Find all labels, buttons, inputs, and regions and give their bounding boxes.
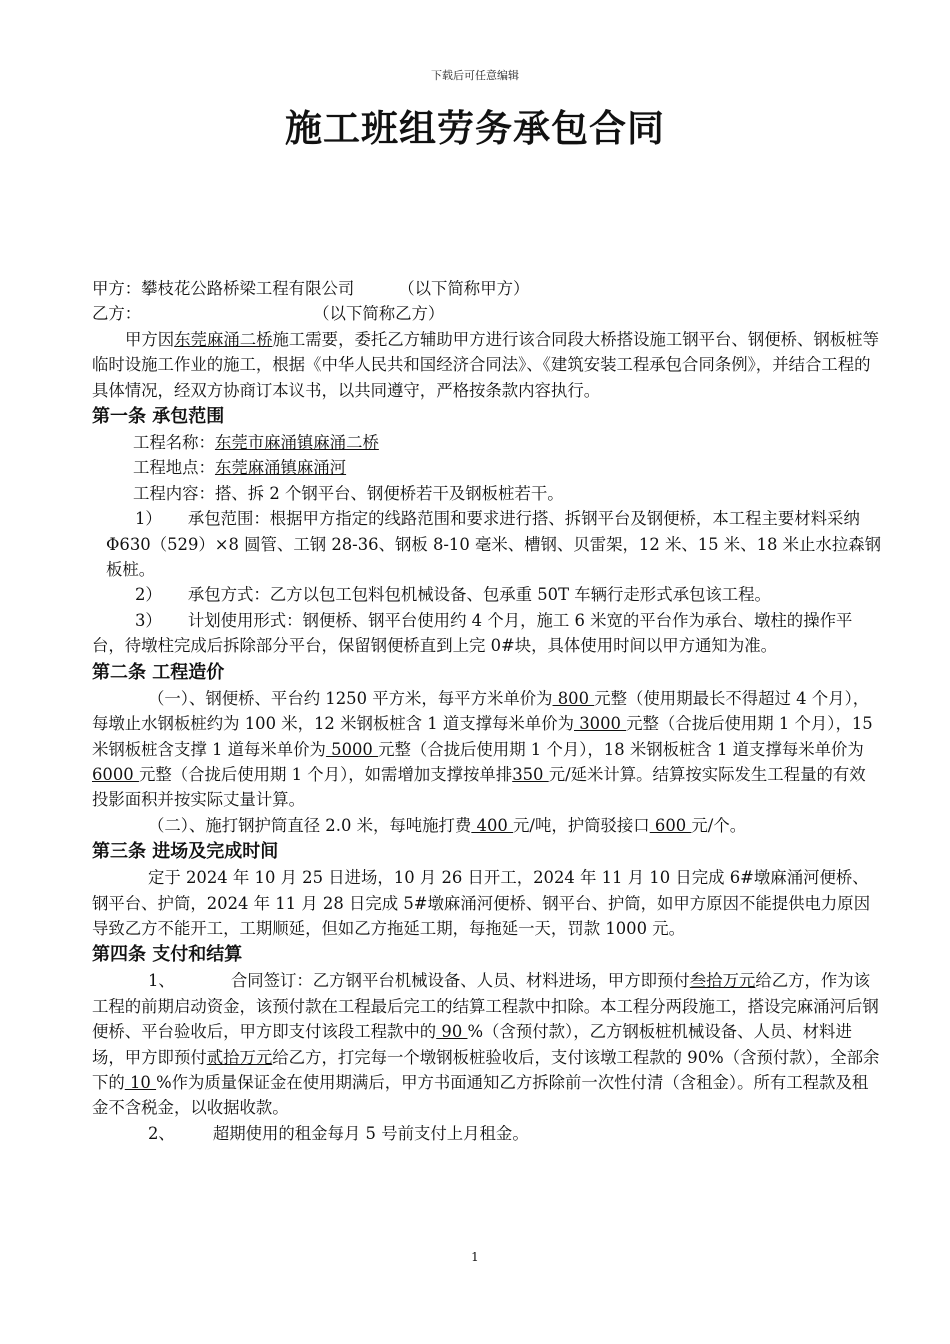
payment-item-1: [92, 968, 882, 1120]
prepayment-amount-2: 贰拾万元: [206, 1047, 273, 1067]
party-a-label: 甲方：: [92, 279, 142, 298]
pricing-paragraph-2: [92, 813, 882, 838]
schedule-paragraph: 定于 2024 年 10 月 25 日进场，10 月 26 日开工，2024 年 11 月 10 日完成 6#墩麻涌河便桥、钢平台、护筒，2024 年 11 月 28 日完成 5#墩麻涌河便桥、钢平台、护筒，如甲方原因不能提供电力原因导致乙方不能开工，工期顺延，但如乙方拖延工期，每拖延一天，罚款 1000 元。: [92, 868, 871, 938]
project-name: 东莞麻涌二桥: [174, 329, 273, 349]
pricing-casing-text-2: 元/吨，护筒驳接口: [513, 815, 650, 835]
payment-text-3: %（含预付款），乙方钢板桩机械设备、人员、材料进场，甲方即预付: [92, 1022, 852, 1067]
price-15m-pile: 5000: [325, 739, 379, 759]
payment-text-2: 给乙方，作为该工程的前期启动资金，该预付款在工程最后完工的结算工程款中扣除。本工程分两段施工，搭设完麻涌河后钢便桥、平台验收后，甲方即支付该段工程款中的: [92, 971, 879, 1042]
scope-item-1: [92, 506, 882, 582]
price-casing-joint: 600: [649, 815, 692, 835]
scope-item-3: [92, 608, 882, 659]
price-12m-pile: 3000: [574, 714, 627, 734]
project-name-value: 东莞市麻涌镇麻涌二桥: [214, 433, 379, 453]
price-platform: 800: [552, 688, 595, 708]
project-location-value: 东莞麻涌镇麻涌河: [214, 458, 347, 478]
section-3-heading: 第三条 进场及完成时间: [92, 841, 279, 863]
project-location-line: [92, 455, 882, 480]
price-casing-per-ton: 400: [471, 815, 514, 835]
party-a-short: （以下简称甲方）: [398, 279, 530, 298]
payment-text-4: 给乙方，打完每一个墩钢板桩验收后，支付该墩工程款的 90%（含预付款），全部余下的: [92, 1047, 880, 1092]
scope-item-3-text: 计划使用形式：钢便桥、钢平台使用约 4 个月，施工 6 米宽的平台作为承台、墩柱的操作平台，待墩柱完成后拆除部分平台，保留钢便桥直到上完 0#块，具体使用时间以甲方通知为准。: [92, 610, 853, 656]
payment-text-1: 合同签订：乙方钢平台机械设备、人员、材料进场，甲方即预付: [230, 971, 690, 991]
scope-item-2: [92, 582, 882, 607]
pricing-text-3: 元整（合拢后使用期 1 个月），15 米钢板桩含支撑 1 道每米单价为: [92, 714, 873, 759]
party-a-name: 攀枝花公路桥梁工程有限公司: [141, 279, 355, 298]
intro-text-2: 施工需要，委托乙方辅助甲方进行该合同段大桥搭设施工钢平台、钢便桥、钢板桩等临时设施工作业的施工，根据《中华人民共和国经济合同法》、《建筑安装工程承包合同条例》，并结合工程的具体情况，经双方协商订本议书，以共同遵守，严格按条款内容执行。: [92, 329, 879, 400]
scope-item-1-num: 1）: [135, 509, 162, 529]
intro-text-1: 甲方因: [125, 329, 175, 349]
section-1-heading: 第一条 承包范围: [92, 406, 225, 428]
pricing-text-5: 元整（合拢后使用期 1 个月），如需增加支撑按单排: [138, 764, 513, 784]
project-name-label: 工程名称：: [133, 433, 215, 453]
party-b-short: （以下简称乙方）: [313, 304, 445, 324]
pricing-casing-text-3: 元/个。: [691, 815, 747, 835]
scope-item-3-num: 3）: [135, 610, 162, 630]
pricing-text-2: 元整（使用期最长不得超过 4 个月），每墩止水钢板桩约为 100 米，12 米钢板桩含 1 道支撑每米单价为: [92, 688, 870, 734]
pricing-text-4: 元整（合拢后使用期 1 个月），18 米钢板桩含 1 道支撑每米单价为: [378, 739, 864, 759]
intro-paragraph: [92, 327, 882, 403]
document-title: 施工班组劳务承包合同: [285, 107, 665, 150]
scope-item-1-text: 承包范围：根据甲方指定的线路范围和要求进行搭、拆钢平台及钢便桥，本工程主要材料采纳 Φ630（529）×8 圆管、工钢 28-36、钢板 8-10 毫米、槽钢、贝雷架，12 米、15 米、18 米止水拉森钢板桩。: [106, 509, 881, 580]
project-content-line: 工程内容：搭、拆 2 个钢平台、钢便桥若干及钢板桩若干。: [133, 483, 564, 503]
page-number: 1: [471, 1250, 479, 1264]
scope-item-2-num: 2）: [135, 585, 162, 605]
payment-item-1-num: 1、: [148, 971, 175, 991]
project-location-label: 工程地点：: [133, 458, 215, 478]
payment-percentage: 90: [436, 1022, 468, 1042]
payment-text-5: %作为质量保证金在使用期满后，甲方书面通知乙方拆除前一次性付清（含租金）。所有工程款及租金不含税金，以收据收款。: [92, 1072, 869, 1118]
section-4-heading: 第四条 支付和结算: [92, 944, 243, 966]
payment-item-2-text: 超期使用的租金每月 5 号前支付上月租金。: [212, 1123, 529, 1143]
section-2-heading: 第二条 工程造价: [92, 661, 225, 683]
project-name-line: [92, 430, 882, 455]
header-note: 下载后可任意编辑: [431, 69, 519, 82]
pricing-text-1: （一）、钢便桥、平台约 1250 平方米，每平方米单价为: [148, 688, 553, 708]
party-b-line: [92, 301, 882, 326]
payment-item-2-num: 2、: [148, 1123, 175, 1143]
party-b-label: 乙方：: [92, 304, 142, 324]
pricing-text-6: 元/延米计算。结算按实际发生工程量的有效投影面积并按实际丈量计算。: [92, 764, 866, 810]
party-a-line: [92, 276, 882, 301]
scope-item-2-text: 承包方式：乙方以包工包料包机械设备、包承重 50T 车辆行走形式承包该工程。: [187, 585, 771, 605]
retention-percentage: 10: [124, 1072, 157, 1092]
price-18m-pile: 6000: [92, 764, 139, 784]
price-extra-support: 350: [512, 764, 549, 784]
contract-body: [92, 276, 882, 1146]
pricing-casing-text-1: （二）、施打钢护筒直径 2.0 米，每吨施打费: [148, 815, 472, 835]
payment-item-2: [92, 1121, 882, 1146]
pricing-paragraph-1: [92, 686, 882, 813]
prepayment-amount-1: 叁拾万元: [689, 971, 756, 991]
